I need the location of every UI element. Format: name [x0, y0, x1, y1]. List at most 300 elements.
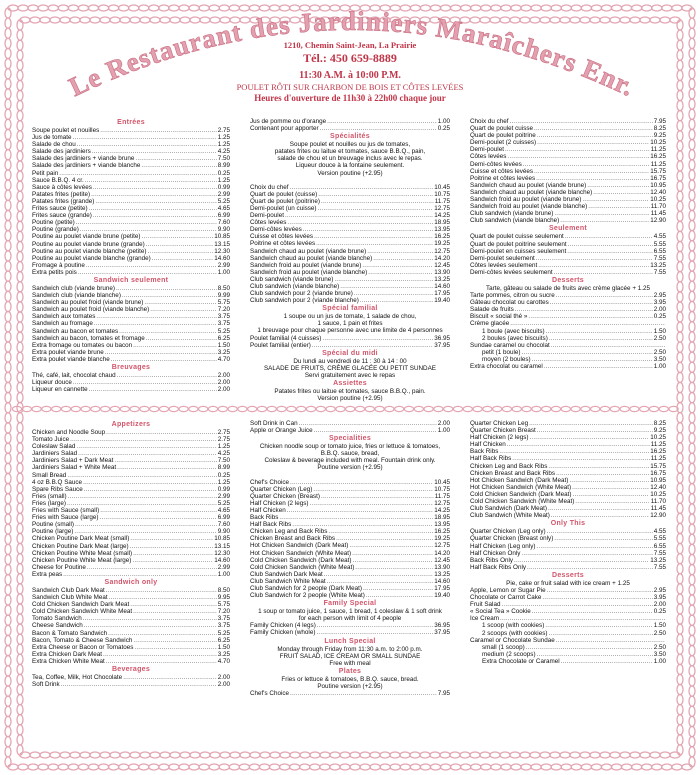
menu-item-price: 3.75: [217, 622, 230, 630]
menu-item-price: 2.99: [217, 492, 230, 500]
menu-item: [470, 203, 666, 210]
menu-item-name: Quart de poulet poitrine seulement: [470, 240, 567, 248]
menu-item-name: Poitrine et côtes levées: [250, 240, 316, 248]
menu-item-name: Chicken and Noodle Soup: [32, 429, 106, 436]
menu-item-name: Club Sandwich for 2 people (White Meat): [250, 592, 365, 600]
leader-dots: [93, 212, 217, 219]
leader-dots: [554, 210, 649, 217]
menu-item-name: Quart de poulet cuisse: [470, 125, 534, 133]
menu-item: [250, 198, 450, 205]
menu-item-price: 2.95: [653, 586, 666, 594]
menu-item: [250, 125, 450, 132]
menu-item: [250, 233, 450, 240]
menu-item-price: 13.25: [434, 570, 450, 578]
menu-item-price: 1.00: [653, 363, 666, 370]
menu-item-name: Quarter Chicken (Breast): [250, 492, 320, 500]
menu-item: [32, 550, 230, 557]
section-heading: Spécial du midi: [322, 349, 378, 357]
leader-dots: [83, 615, 217, 622]
menu-item: [470, 161, 666, 168]
menu-item-name: Sandwich au poulet froid (viande brune): [32, 299, 144, 307]
menu-item-price: 12.75: [434, 499, 450, 507]
leader-dots: [147, 248, 213, 255]
menu-item: [32, 198, 230, 205]
leader-dots: [132, 557, 213, 564]
section-heading: Desserts: [552, 276, 584, 284]
menu-item-price: 6.55: [653, 247, 666, 255]
menu-item-name: Frites sauce (grande): [32, 212, 92, 220]
leader-dots: [279, 514, 433, 521]
menu-item: [32, 630, 230, 637]
menu-item-name: Tarte pommes, citron ou sucre: [470, 292, 555, 300]
menu-item: [470, 182, 666, 189]
menu-item: [32, 514, 230, 521]
menu-item-name: Sandwich club (viande brune): [32, 284, 115, 292]
menu-item-price: 3.75: [217, 615, 230, 623]
menu-item: [32, 349, 230, 356]
menu-item-price: 4.25: [217, 450, 230, 458]
leader-dots: [80, 226, 217, 233]
leader-dots: [103, 651, 217, 658]
menu-item-price: 2.95: [653, 292, 666, 300]
leader-dots: [549, 335, 653, 342]
menu-note: patates frites ou laitue et tomates, sauce B.B.Q., pain,: [274, 148, 426, 156]
leader-dots: [514, 557, 649, 564]
menu-item-name: Jardiniers Salad + White Meat: [32, 464, 117, 472]
menu-item-name: Chicken Poutine Dark Meat (large): [32, 542, 129, 550]
menu-item-price: 3.95: [653, 594, 666, 602]
menu-item-name: Quarter Chicken (Breast only): [470, 535, 554, 543]
menu-item-name: Poitrine et côtes levées: [470, 174, 536, 182]
leader-dots: [536, 543, 652, 550]
leader-dots: [544, 363, 653, 370]
menu-item: [32, 521, 230, 528]
menu-item-price: 14.60: [434, 282, 450, 290]
leader-dots: [536, 175, 649, 182]
menu-item-name: Half Chicken Only: [470, 549, 521, 557]
menu-note: Fries or lettuce & tomatoes, B.B.Q. sauce, bread.: [281, 675, 419, 683]
menu-item-name: Salade des jardiniers + viande blanche: [32, 162, 141, 170]
leader-dots: [551, 512, 649, 519]
leader-dots: [87, 564, 217, 571]
menu-item: [470, 248, 666, 255]
leader-dots: [111, 356, 217, 363]
menu-item-price: 13.15: [214, 240, 230, 248]
menu-note: Servi gratuitement avec le repas: [304, 371, 396, 379]
section-heading: Seulement: [548, 225, 588, 233]
leader-dots: [133, 550, 213, 557]
menu-item-price: 2.00: [653, 601, 666, 609]
menu-item-price: 5.25: [217, 499, 230, 507]
menu-item: [470, 356, 666, 363]
menu-item: [32, 212, 230, 219]
menu-item-price: 11.45: [650, 210, 666, 218]
leader-dots: [105, 349, 217, 356]
menu-item-price: 11.70: [650, 498, 666, 506]
menu-item: [470, 594, 666, 601]
menu-item-price: 18.95: [434, 514, 450, 522]
leader-dots: [63, 571, 217, 578]
menu-item-price: 16.25: [434, 528, 450, 536]
menu-item: [470, 306, 666, 313]
menu-item: [250, 335, 450, 342]
menu-item-price: 2.00: [217, 674, 230, 681]
menu-item: [250, 571, 450, 578]
menu-item: [250, 564, 450, 571]
menu-item-name: Sandwich club (viande blanche): [32, 292, 121, 300]
menu-item: [32, 191, 230, 198]
leader-dots: [363, 585, 433, 592]
menu-item-name: Club sandwich (viande blanche): [470, 217, 560, 225]
menu-item-price: 7.50: [217, 155, 230, 163]
menu-item-price: 14.60: [434, 577, 450, 585]
menu-item-price: 16.25: [434, 233, 450, 241]
menu-item-price: 8.99: [217, 162, 230, 170]
menu-item-name: Spare Ribs Sauce: [32, 485, 83, 493]
spacer: [250, 177, 450, 184]
menu-item-name: Sandwich froid au poulet (viande brune): [470, 196, 582, 204]
menu-item-price: 1.00: [437, 118, 450, 125]
menu-item: [32, 493, 230, 500]
menu-note: salade de chou et un breuvage inclus avec le repas.: [277, 155, 423, 163]
menu-item-name: Ice Cream: [470, 615, 500, 623]
leader-dots: [144, 299, 216, 306]
menu-item: [32, 429, 230, 436]
menu-item-price: 9.25: [653, 132, 666, 140]
leader-dots: [353, 557, 434, 564]
menu-item: [32, 299, 230, 306]
menu-item-price: 7.55: [653, 549, 666, 557]
menu-item-price: 18.95: [434, 219, 450, 227]
leader-dots: [522, 349, 653, 356]
leader-dots: [547, 587, 653, 594]
menu-item-price: 5.25: [217, 197, 230, 205]
menu-item: [470, 255, 666, 262]
menu-item-name: Bacon, Tomato & Cheese Sandwich: [32, 636, 133, 644]
menu-item: [250, 585, 450, 592]
menu-item-price: 2.99: [217, 261, 230, 269]
menu-item-name: Chicken Poutine White Meat (large): [32, 556, 132, 564]
leader-dots: [529, 420, 653, 427]
menu-item-name: Half Back Ribs: [250, 521, 292, 529]
menu-item-name: Extra fromage ou tomates ou bacon: [32, 341, 133, 349]
menu-item-name: Quart de poulet cuisse seulement: [470, 233, 564, 241]
menu-item-name: Jus de pomme ou d'orange: [250, 118, 327, 125]
section-heading: Desserts: [552, 571, 584, 579]
menu-item-price: 5.55: [653, 240, 666, 248]
leader-dots: [523, 161, 650, 168]
menu-item-name: Frites sauce (petite): [32, 205, 88, 213]
menu-item-price: 8.25: [653, 125, 666, 133]
menu-item-name: Cold Chicken Sandwich (White Meat): [250, 563, 355, 571]
menu-item: [32, 162, 230, 169]
menu-item-name: Sauce B.B.Q. 4 cr.: [32, 176, 84, 184]
menu-item-name: Patates frites (petite): [32, 190, 91, 198]
menu-item: [250, 219, 450, 226]
menu-item-price: 6.55: [653, 542, 666, 550]
menu-item-price: 0.25: [653, 313, 666, 321]
menu-item-price: 2.75: [217, 436, 230, 444]
leader-dots: [312, 342, 433, 349]
menu-item: [32, 507, 230, 514]
menu-item-price: 10.85: [214, 233, 230, 241]
leader-dots: [355, 564, 433, 571]
leader-dots: [532, 608, 653, 615]
menu-item: [470, 564, 666, 571]
leader-dots: [537, 427, 653, 434]
leader-dots: [538, 262, 649, 269]
menu-item-price: 12.90: [650, 217, 666, 225]
leader-dots: [528, 313, 652, 320]
menu-item-price: 19.25: [434, 535, 450, 543]
menu-item-name: Gâteau chocolat ou carottes: [470, 299, 549, 307]
leader-dots: [537, 132, 653, 139]
menu-item-name: Chicken Leg and Back Ribs: [250, 528, 328, 536]
menu-item-name: Quart de poulet (cuisse): [250, 190, 318, 198]
leader-dots: [150, 306, 216, 313]
menu-note: Tarte, gâteau ou salade de fruits avec crème glacée + 1.25: [486, 284, 650, 292]
leader-dots: [366, 592, 433, 599]
menu-item-price: 11.25: [650, 441, 666, 449]
menu-item-price: 12.90: [650, 512, 666, 520]
menu-item-price: 9.90: [217, 226, 230, 234]
phone: Tél.: 450 659-8889: [303, 51, 397, 65]
hours: 11:30 A.M. à 10:00 P.M.: [299, 70, 401, 81]
menu-item-name: Half Chicken (Leg only): [470, 542, 536, 550]
menu-item-name: Chocolate or Carrot Cake: [470, 594, 542, 602]
menu-item-price: 4.55: [653, 528, 666, 536]
menu-item-price: 17.95: [434, 290, 450, 298]
menu-item: [250, 592, 450, 599]
menu-item: [32, 571, 230, 578]
menu-item-price: 14.25: [434, 506, 450, 514]
leader-dots: [316, 240, 433, 247]
menu-item-price: 1.50: [653, 622, 666, 630]
menu-item-name: Patates frites (grande): [32, 197, 95, 205]
leader-dots: [292, 521, 433, 528]
menu-item-name: Coleslaw Salad: [32, 443, 76, 451]
leader-dots: [327, 578, 434, 585]
leader-dots: [314, 233, 433, 240]
menu-item-name: Demi-poulet: [250, 212, 284, 220]
french-column-3: [470, 118, 666, 370]
menu-item-name: Half Chicken: [250, 506, 286, 514]
leader-dots: [324, 571, 433, 578]
menu-item: [32, 184, 230, 191]
menu-item: [470, 477, 666, 484]
menu-item: [470, 615, 666, 622]
leader-dots: [554, 535, 652, 542]
menu-item: [470, 328, 666, 335]
menu-item-price: 2.50: [653, 348, 666, 356]
menu-item-price: 10.75: [434, 190, 450, 198]
leader-dots: [321, 493, 434, 500]
menu-item: [470, 455, 666, 462]
leader-dots: [299, 420, 437, 427]
menu-item-price: 15.75: [650, 462, 666, 470]
menu-note: Free with meal: [329, 659, 371, 667]
menu-item: [250, 226, 450, 233]
menu-item-name: Sandwich chaud au poulet (viande brune): [250, 247, 367, 255]
menu-item-price: 7.20: [217, 306, 230, 314]
menu-item-price: 3.25: [217, 650, 230, 658]
leader-dots: [556, 292, 653, 299]
menu-item: [32, 127, 230, 134]
menu-item-price: 12.75: [434, 247, 450, 255]
menu-item-name: Sundae caramel ou chocolat: [470, 341, 550, 349]
menu-item: [470, 313, 666, 320]
menu-item-price: 12.30: [214, 549, 230, 557]
menu-item: [32, 328, 230, 335]
leader-dots: [100, 507, 217, 514]
menu-item-name: Demi-côtes levées: [470, 160, 522, 168]
menu-item: [470, 644, 666, 651]
menu-item-price: 12.45: [434, 556, 450, 564]
leader-dots: [588, 203, 649, 210]
leader-dots: [119, 328, 217, 335]
leader-dots: [542, 594, 652, 601]
menu-item-name: Poutine (small): [32, 521, 74, 529]
leader-dots: [318, 191, 433, 198]
leader-dots: [548, 630, 652, 637]
menu-item-name: Côtes levées: [470, 153, 507, 161]
menu-item-name: Back Ribs: [470, 448, 499, 456]
menu-item-name: Chicken Breast and Back Ribs: [250, 535, 336, 543]
menu-item-price: 6.99: [217, 212, 230, 220]
menu-item: [32, 306, 230, 313]
menu-note: B.B.Q. sauce, bread,: [320, 450, 380, 458]
leader-dots: [500, 615, 665, 622]
menu-item-price: 5.75: [217, 299, 230, 307]
menu-item: [470, 168, 666, 175]
menu-item: [470, 320, 666, 327]
menu-item-name: Club Sandwich (Dark Meat): [470, 505, 547, 513]
menu-item-name: Sandwich au bacon, tomates et fromage: [32, 334, 145, 342]
menu-item: [470, 622, 666, 629]
menu-item-price: 2.00: [653, 306, 666, 314]
menu-item: [250, 521, 450, 528]
menu-item-price: 1.00: [437, 427, 450, 435]
menu-item-name: Club sandwich (viande blanche): [250, 282, 340, 290]
leader-dots: [321, 198, 434, 205]
menu-item: [250, 507, 450, 514]
menu-item: [32, 320, 230, 327]
leader-dots: [373, 255, 433, 262]
leader-dots: [572, 484, 649, 491]
leader-dots: [593, 189, 649, 196]
leader-dots: [317, 622, 433, 629]
menu-item-name: Poutine au poulet viande blanche (grande): [32, 254, 151, 262]
leader-dots: [68, 493, 217, 500]
menu-item: [470, 557, 666, 564]
menu-item-price: 17.95: [434, 584, 450, 592]
menu-item-price: 11.70: [650, 203, 666, 211]
menu-item-name: Extra poulet viande brune: [32, 348, 104, 356]
leader-dots: [74, 528, 216, 535]
menu-item-name: Cold Chicken Sandwich (White Meat): [470, 498, 575, 506]
leader-dots: [556, 637, 665, 644]
menu-item-name: Quarter Chicken (Leg): [250, 485, 313, 493]
menu-item: [250, 342, 450, 349]
leader-dots: [545, 622, 652, 629]
menu-item-name: Sandwich au bacon et tomates: [32, 327, 119, 335]
menu-item-price: 4.70: [217, 355, 230, 363]
menu-item-name: Family Chicken (whole): [250, 629, 316, 637]
menu-item-price: 37.95: [434, 629, 450, 637]
menu-item-name: Demi-poulet en cuisses seulement: [470, 247, 567, 255]
leader-dots: [141, 162, 216, 169]
menu-item-name: Extra petits pois: [32, 268, 77, 276]
menu-item: [32, 148, 230, 155]
menu-item-price: 3.95: [653, 299, 666, 307]
menu-note: Chicken noodle soup or tomato juice, fries or lettuce & tomatoes,: [259, 443, 441, 451]
leader-dots: [76, 219, 217, 226]
menu-item: [470, 505, 666, 512]
menu-item-name: Liqueur douce: [32, 379, 72, 387]
menu-item-name: Fries with Sauce (small): [32, 507, 100, 515]
menu-note: Version poutine (+2.95): [317, 169, 383, 177]
menu-note: Patates frites ou laitue et tomates, sauce B.B.Q., pain.: [274, 388, 426, 395]
menu-item: [250, 191, 450, 198]
menu-item-price: 14.60: [214, 556, 230, 564]
menu-item-name: Cuisse et côtes levées: [470, 167, 533, 175]
leader-dots: [84, 486, 217, 493]
menu-item: [470, 269, 666, 276]
menu-item: [470, 448, 666, 455]
menu-item: [470, 146, 666, 153]
menu-item-name: Quart de poulet (poitrine): [250, 197, 321, 205]
menu-item-name: Quarter Chicken Breast: [470, 427, 536, 435]
menu-item-price: 36.95: [434, 622, 450, 630]
menu-item-name: 1 boule (avec biscuits): [482, 327, 545, 335]
menu-item: [250, 118, 450, 125]
menu-item-price: 12.40: [650, 483, 666, 491]
menu-item-name: Tomato Juice: [32, 436, 70, 444]
menu-item: [32, 313, 230, 320]
menu-item-price: 16.75: [650, 174, 666, 182]
leader-dots: [340, 283, 433, 290]
tagline: POULET RÔTI SUR CHARBON DE BOIS ET CÔTES LEVÉES: [236, 82, 464, 92]
leader-dots: [318, 205, 434, 212]
menu-item: [32, 479, 230, 486]
restaurant-name: Le Restaurant des Jardiniers Maraîchers Enr.: [64, 5, 640, 103]
menu-item: [470, 601, 666, 608]
menu-item: [470, 484, 666, 491]
menu-item-name: Extra Chocolate or Caramel: [482, 657, 560, 665]
leader-dots: [556, 470, 649, 477]
english-column-2: [250, 420, 450, 697]
leader-dots: [133, 608, 217, 615]
leader-dots: [142, 233, 214, 240]
menu-item-name: Sandwich aux tomates: [32, 313, 96, 321]
menu-item-price: 10.25: [650, 139, 666, 147]
menu-item-name: Extra Chicken Dark Meat: [32, 650, 102, 658]
leader-dots: [352, 550, 433, 557]
leader-dots: [61, 681, 217, 688]
menu-item-name: Apple, Lemon or Sugar Pie: [470, 586, 546, 594]
menu-item-price: 1.00: [217, 570, 230, 578]
leader-dots: [367, 248, 433, 255]
menu-item-price: 7.50: [217, 457, 230, 465]
leader-dots: [114, 457, 216, 464]
menu-item-name: Sandwich Club White Meat: [32, 594, 108, 602]
menu-item-price: 2.00: [437, 420, 450, 427]
menu-item: [470, 543, 666, 550]
menu-item: [32, 472, 230, 479]
menu-item: [470, 132, 666, 139]
menu-item: [470, 630, 666, 637]
menu-item-price: 12.75: [434, 542, 450, 550]
